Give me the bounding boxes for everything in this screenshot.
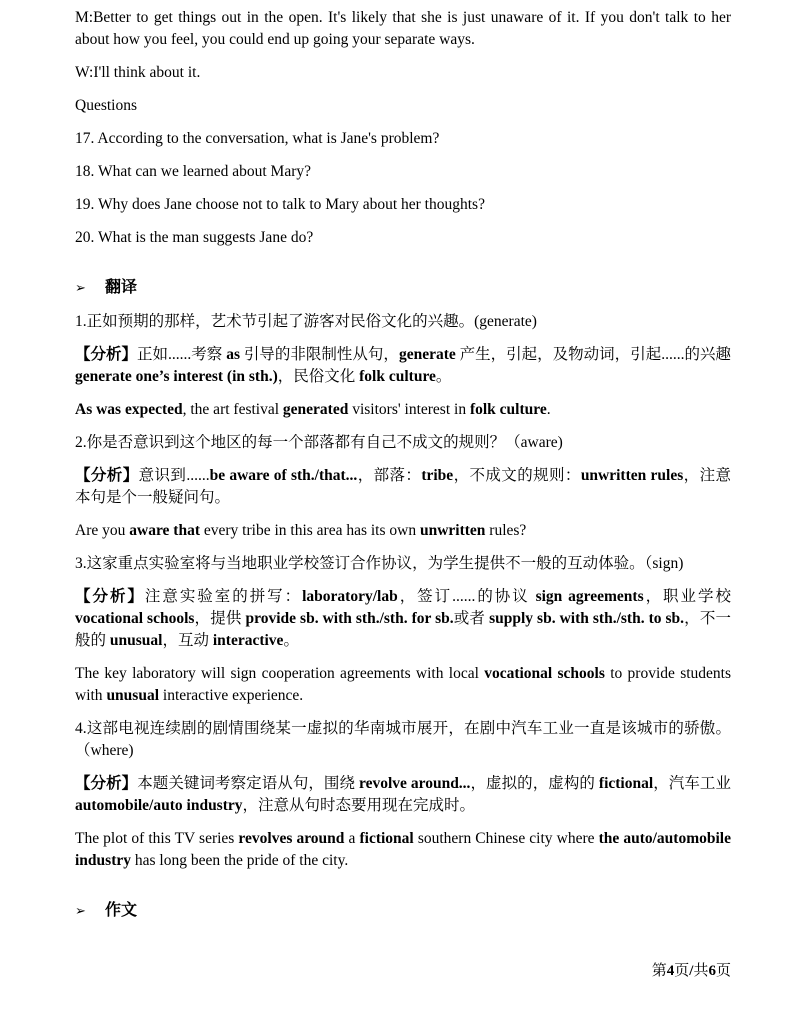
translation-answer-3: The key laboratory will sign cooperation agreements with local vocational schools to provide students with unusual interactive experience. <box>75 665 732 704</box>
translation-prompt-1: 1.正如预期的那样，艺术节引起了游客对民俗文化的兴趣。(generate) <box>75 313 537 330</box>
question-item-20: 20. What is the man suggests Jane do? <box>75 229 314 246</box>
page-footer: 第4页/共6页 <box>651 963 731 979</box>
section-heading-translation <box>75 277 731 299</box>
section-heading-composition <box>75 900 731 922</box>
question-item-18: 18. What can we learned about Mary? <box>75 163 311 180</box>
questions-heading: Questions <box>75 97 137 114</box>
translation-analysis-3: 【分析】注意实验室的拼写：laboratory/lab，签订......的协议 sign agreements，职业学校 vocational schools，提供 provide sb. with sth./sth. for sb.或者 supply sb. with sth./sth. to sb.，不一般的 unusual，互动 interactive。 <box>75 588 731 649</box>
translation-prompt-2: 2.你是否意识到这个地区的每一个部落都有自己不成文的规则？（aware) <box>75 434 563 451</box>
arrow-bullet-icon: ➢ <box>75 280 86 295</box>
question-item-17: 17. According to the conversation, what is Jane's problem? <box>75 130 440 147</box>
translation-answer-4: The plot of this TV series revolves around a fictional southern Chinese city where the auto/automobile industry has long been the pride of the city. <box>75 830 731 869</box>
arrow-bullet-icon: ➢ <box>75 903 86 918</box>
translation-answer-2: Are you aware that every tribe in this area has its own unwritten rules? <box>75 522 527 539</box>
translation-prompt-3: 3.这家重点实验室将与当地职业学校签订合作协议，为学生提供不一般的互动体验。（sign) <box>75 555 684 572</box>
translation-answer-1: As was expected, the art festival generated visitors' interest in folk culture. <box>75 401 551 418</box>
translation-analysis-2: 【分析】意识到......be aware of sth./that...，部落：tribe，不成文的规则：unwritten rules，注意本句是个一般疑问句。 <box>75 467 731 506</box>
question-item-19: 19. Why does Jane choose not to talk to Mary about her thoughts? <box>75 196 485 213</box>
dialogue-line-w: W:I'll think about it. <box>75 64 201 81</box>
translation-analysis-4: 【分析】本题关键词考察定语从句，围绕 revolve around...，虚拟的，虚构的 fictional，汽车工业 automobile/auto industry，注意从句时态要用现在完成时。 <box>75 775 731 814</box>
translation-prompt-4: 4.这部电视连续剧的剧情围绕某一虚拟的华南城市展开，在剧中汽车工业一直是该城市的骄傲。（where) <box>75 720 731 759</box>
dialogue-line-m: M:Better to get things out in the open. It's likely that she is just unaware of it. If you don't talk to her about how you feel, you could end up going your separate ways. <box>75 9 731 48</box>
translation-heading-label: 翻译 <box>105 279 138 296</box>
translation-analysis-1: 【分析】正如......考察 as 引导的非限制性从句，generate 产生，引起，及物动词，引起......的兴趣 generate one’s interest (in sth.)，民俗文化 folk culture。 <box>75 346 731 385</box>
composition-heading-label: 作文 <box>105 902 138 919</box>
